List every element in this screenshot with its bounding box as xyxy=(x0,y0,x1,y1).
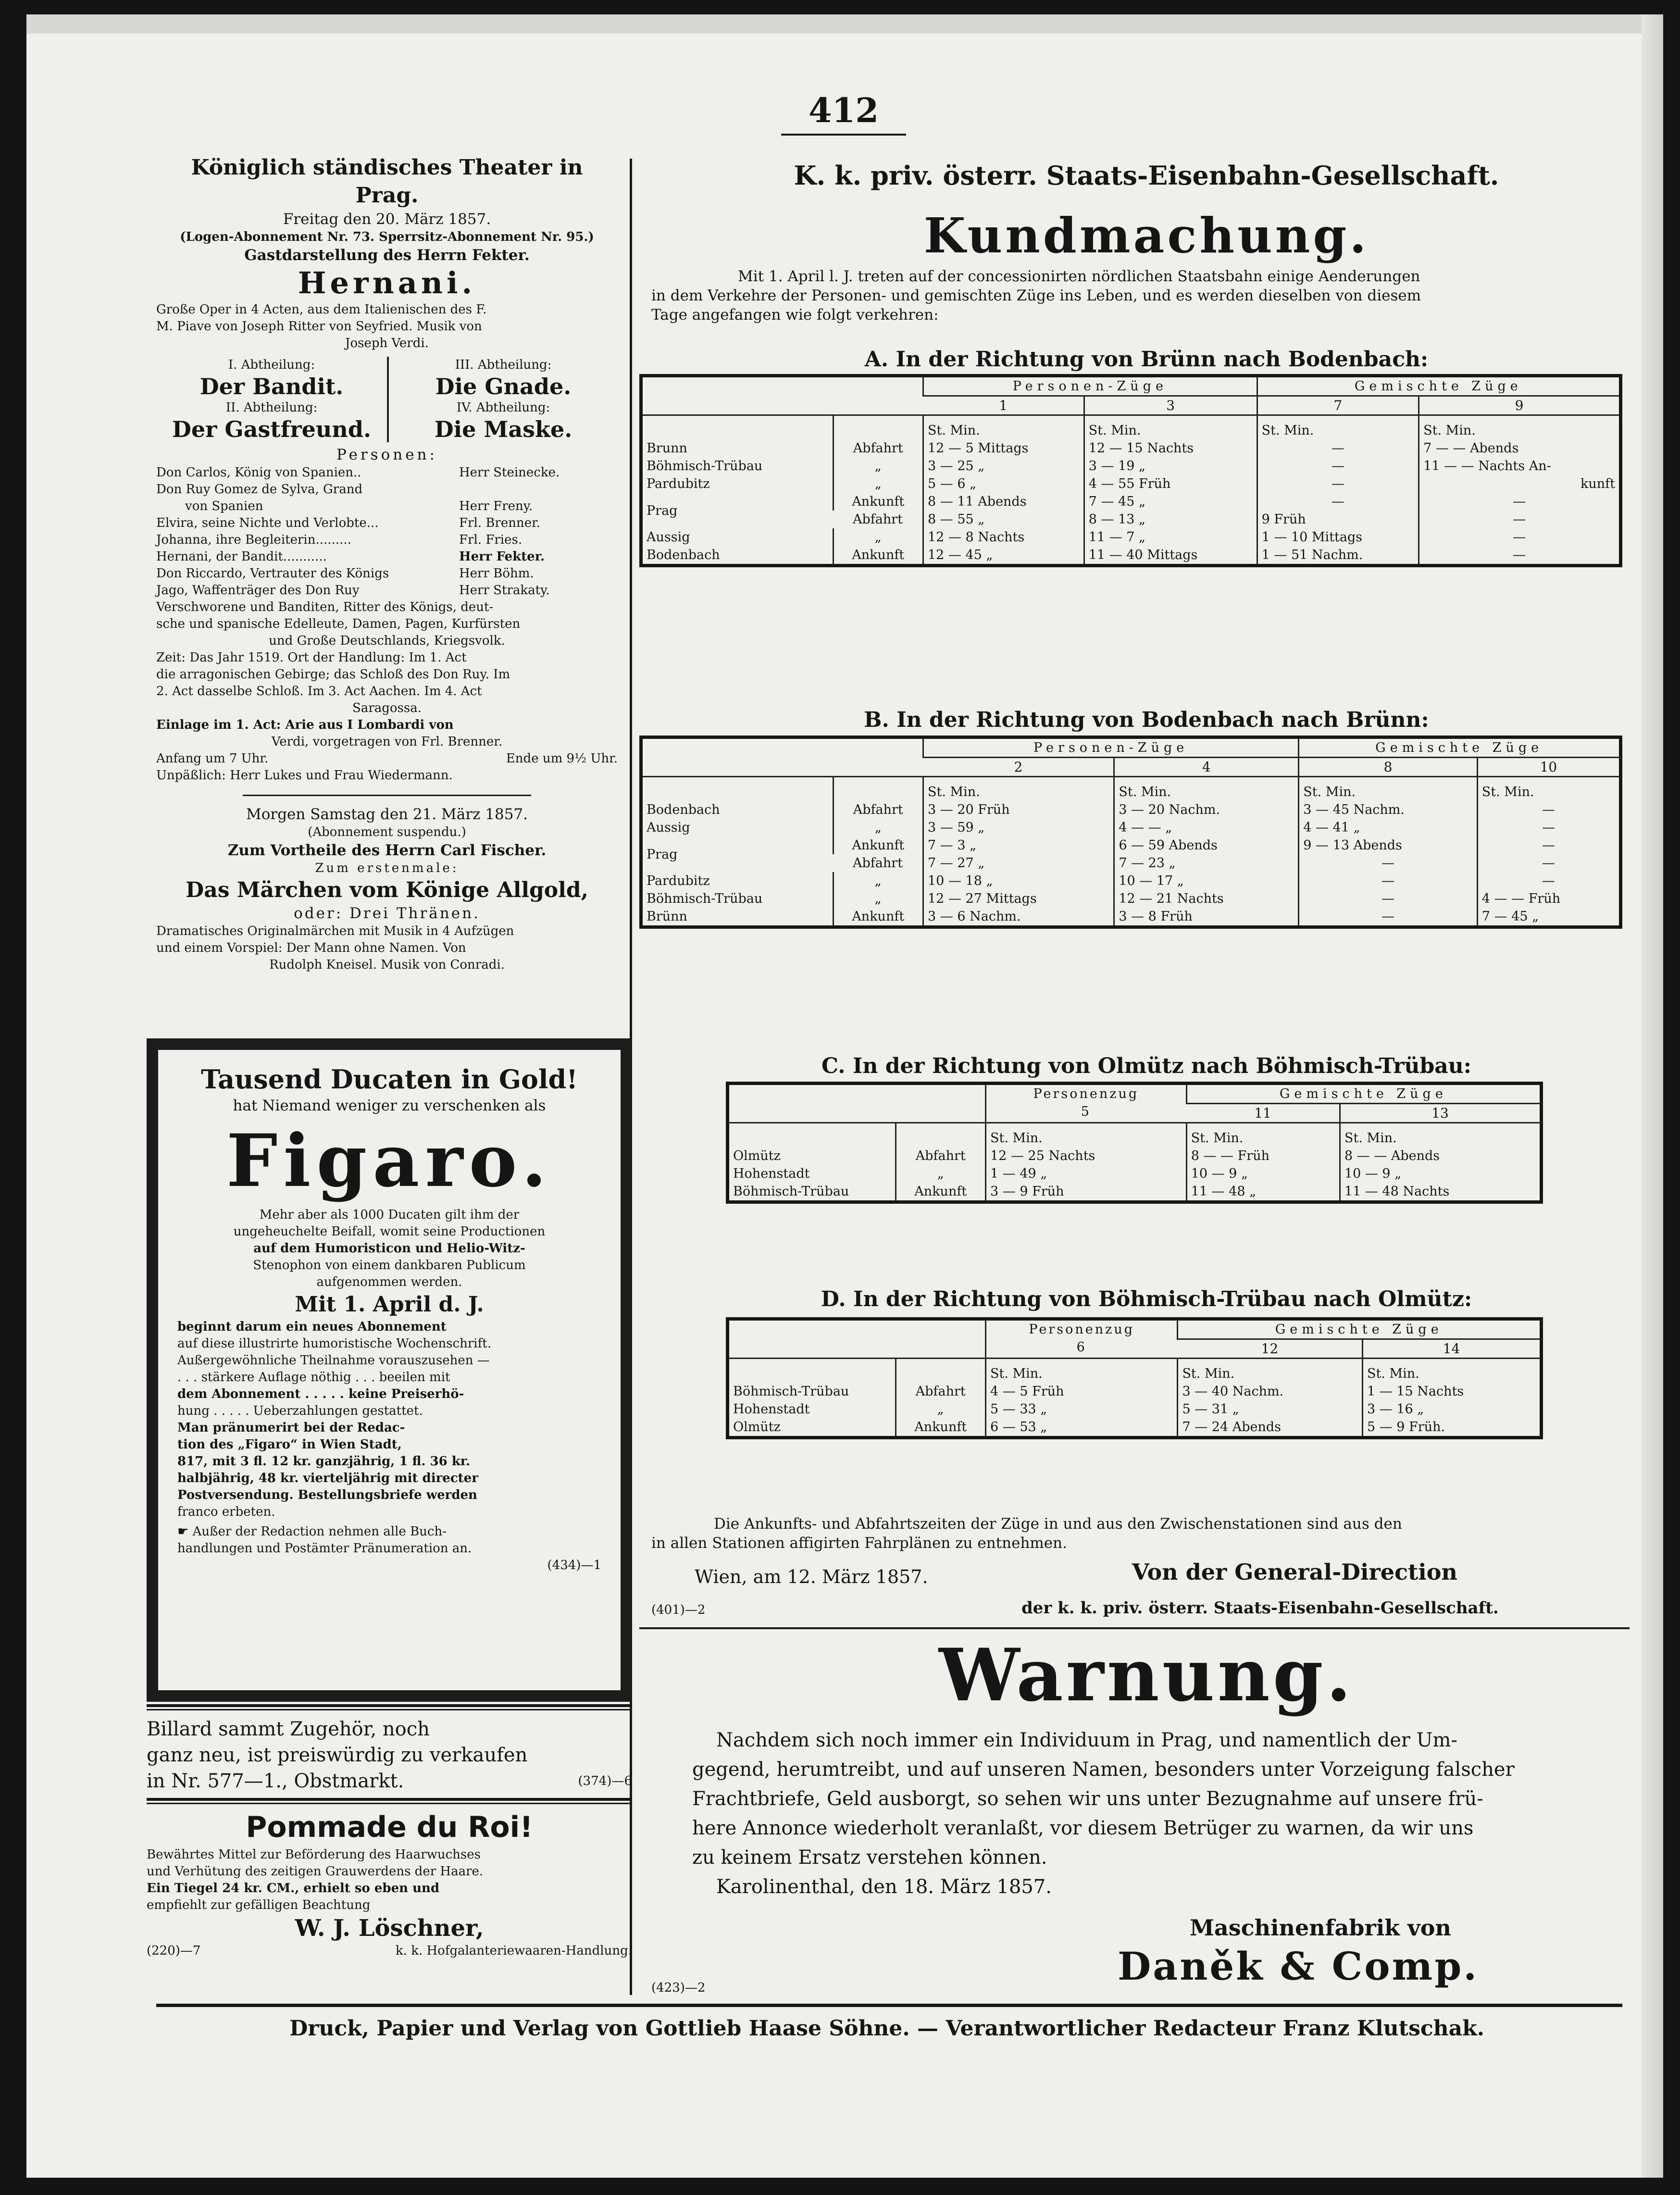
cast-list: Don Carlos, König von Spanien.. Herr Steinecke. Don Ruy Gomez de Sylva, Grand von Spanien Herr Freny. Elvira, seine Nichte und Verlobte... Frl. Brenner. Johanna, ihre Begleiterin......... Frl. Fries. Hernani, der Bandit........... Herr Fekter. Don Riccardo, Vertrauter des Königs Herr Böhm. Jago, Waffenträger des Don Ruy Herr Strakaty. Verschworene und Banditen, Ritter des Königs, deut- sche und spanische Edelleute, Damen, Pagen, Kurfürsten und Große Deutschlands, Kriegsvolk. Zeit: Das Jahr 1519. Ort der Handlung: Im 1. Act die arragonischen Gebirge; das Schloß des Don Ruy. Im 2. Act dasselbe Schloß. Im 3. Act Aachen. Im 4. Act Saragossa. Einlage im 1. Act: Arie aus I Lombardi von Verdi, vorgetragen von Frl. Brenner. Anfang um 7 Uhr. Ende um 9½ Uhr. Unpäßlich: Herr Lukes und Frau Wiedermann. xyxy=(156,465,618,783)
table-b-heading: B. In der Richtung von Bodenbach nach Brünn: xyxy=(864,708,1429,732)
cast-row: Johanna, ihre Begleiterin......... Frl. Fries. xyxy=(156,533,523,547)
persons-header: Personen: xyxy=(336,446,437,463)
railway-intro: Mit 1. April l. J. treten auf der concessionirten nördlichen Staatsbahn einige Aenderungen in dem Verkehre der Personen- und gemischten Züge ins Leben, und es werden dieselben von diesem Tage angefangen wie folgt verkehren: xyxy=(651,268,1421,324)
table-row: Pardubitz „ 5 — 6 „ 4 — 55 Früh — kunft xyxy=(641,475,1621,493)
table-row: Aussig „ 3 — 59 „ 4 — — „ 4 — 41 „ — xyxy=(641,819,1621,836)
table-row: Pardubitz „ 10 — 18 „ 10 — 17 „ — — xyxy=(641,872,1621,890)
railway-signature: Von der General-Direction xyxy=(1132,1559,1457,1585)
table-row: Böhmisch-Trübau Abfahrt 4 — 5 Früh 3 — 40 Nachm. 1 — 15 Nachts xyxy=(728,1383,1542,1400)
table-row: Prag Ankunft 8 — 11 Abends 7 — 45 „ — — xyxy=(641,493,1621,511)
act-name: Die Maske. xyxy=(434,416,572,442)
page-top-margin xyxy=(26,14,1663,34)
table-c: Personenzug 5 Gemischte Züge 11 13 St. Min. St. Min. St. Min. Olmütz Abfahrt 12 — 25 Nachts 8 — — Früh 8 — — Abends Hohenstadt „ 1 — 49 „ 10 — 9 „ 10 — 9 „ Böhmisch-Trübau Ankunft 3 — 9 Früh 11 — 48 „ 11 — 48 Nachts xyxy=(726,1082,1543,1204)
table-row: Brunn Abfahrt 12 — 5 Mittags 12 — 15 Nachts — 7 — — Abends xyxy=(641,439,1621,457)
table-row: Bodenbach Abfahrt 3 — 20 Früh 3 — 20 Nachm. 3 — 45 Nachm. — xyxy=(641,801,1621,819)
figaro-ad-frame xyxy=(147,1038,632,1702)
opera-description: Große Oper in 4 Acten, aus dem Italienischen des F. M. Piave von Joseph Ritter von Seyfried. Musik von Joseph Verdi. xyxy=(156,302,487,350)
theater-subscription: (Logen-Abonnement Nr. 73. Sperrsitz-Abonnement Nr. 95.) xyxy=(180,230,594,244)
cast-row: Hernani, der Bandit........... Herr Fekter. xyxy=(156,549,545,564)
table-row: Aussig „ 12 — 8 Nachts 11 — 7 „ 1 — 10 Mittags — xyxy=(641,528,1621,546)
play-subtitle: oder: Drei Thränen. xyxy=(294,905,480,922)
theater-title: Königlich ständisches Theater in Prag. xyxy=(191,155,583,208)
railway-place-date: Wien, am 12. März 1857. xyxy=(695,1566,928,1587)
pommade-seller: W. J. Löschner, xyxy=(295,1915,484,1942)
table-row: Böhmisch-Trübau Ankunft 3 — 9 Früh 11 — 48 „ 11 — 48 Nachts xyxy=(728,1183,1542,1202)
figaro-body2: beginnt darum ein neues Abonnement auf diese illustrirte humoristische Wochenschrift. Außergewöhnliche Theilnahme vorauszusehen — . . . stärkere Auflage nöthig . . . beeilen mit dem Abonnement . . . . . keine Preiserhö- hung . . . . . Ueberzahlungen gestattet. xyxy=(177,1320,491,1418)
play-title: Das Märchen vom Könige Allgold, xyxy=(186,878,588,902)
warnung-title: Warnung. xyxy=(939,1633,1354,1718)
table-d: Personenzug 6 Gemischte Züge 12 14 St. Min. St. Min. St. Min. Böhmisch-Trübau Abfahrt 4 — 5 Früh 3 — 40 Nachm. 1 — 15 Nachts Hohenstadt „ 5 — 33 „ 5 — 31 „ 3 — 16 „ Olmütz Ankunft 6 — 53 „ 7 — 24 Abends 5 — 9 Früh. xyxy=(726,1317,1543,1439)
act-name: Die Gnade. xyxy=(435,374,572,399)
act-name: Der Gastfreund. xyxy=(172,416,371,442)
theater-date: Freitag den 20. März 1857. xyxy=(283,211,491,228)
railway-signature2: der k. k. priv. österr. Staats-Eisenbahn-Gesellschaft. xyxy=(1021,1598,1499,1618)
acts xyxy=(156,357,618,442)
page-number-rule xyxy=(781,134,906,136)
cast-row: Don Ruy Gomez de Sylva, Grand xyxy=(156,482,363,497)
table-row: Prag Ankunft 7 — 3 „ 6 — 59 Abends 9 — 13 Abends — xyxy=(641,836,1621,854)
pommade-title: Pommade du Roi! xyxy=(246,1810,533,1844)
figaro-ad xyxy=(158,1050,621,1690)
pommade-ad: Pommade du Roi! Bewährtes Mittel zur Beförderung des Haarwuchses und Verhütung des zeitigen Grauwerdens der Haare. Ein Tiegel 24 kr. CM., erhielt so eben und empfiehlt zur gefälligen Beachtung W. J. Löschner, (220)—7 k. k. Hofgalanteriewaaren-Handlung. xyxy=(147,1798,632,1959)
guest-performance: Gastdarstellung des Herrn Fekter. xyxy=(244,247,530,264)
figaro-headline: Tausend Ducaten in Gold! xyxy=(201,1064,578,1095)
table-row: Bodenbach Ankunft 12 — 45 „ 11 — 40 Mittags 1 — 51 Nachm. — xyxy=(641,546,1621,566)
railway-footnote: Die Ankunfts- und Abfahrtszeiten der Züge in und aus den Zwischenstationen sind aus den in allen Stationen affigirten Fahrplänen zu entnehmen. xyxy=(651,1515,1402,1552)
figaro-sub: hat Niemand weniger zu verschenken als xyxy=(233,1097,546,1114)
first-time: Zum erstenmale: xyxy=(315,861,459,875)
play-desc: Dramatisches Originalmärchen mit Musik in 4 Aufzügen und einem Vorspiel: Der Mann ohne Namen. Von Rudolph Kneisel. Musik von Conradi. xyxy=(156,924,514,972)
rule xyxy=(243,795,531,796)
rule xyxy=(147,1704,632,1710)
next-sub: (Abonnement suspendu.) xyxy=(308,825,466,839)
table-row: Olmütz Abfahrt 12 — 25 Nachts 8 — — Früh 8 — — Abends xyxy=(728,1147,1542,1165)
table-row: Böhmisch-Trübau „ 3 — 25 „ 3 — 19 „ — 11 — — Nachts An- xyxy=(641,457,1621,475)
figaro-footer: ☛ Außer der Redaction nehmen alle Buch- handlungen und Postämter Pränumeration an. xyxy=(177,1524,472,1556)
theater-notice xyxy=(156,154,618,973)
figaro-mit: Mit 1. April d. J. xyxy=(295,1292,484,1317)
railway-company: K. k. priv. österr. Staats-Eisenbahn-Gesellschaft. xyxy=(794,160,1499,191)
imprint: Druck, Papier und Verlag von Gottlieb Haase Söhne. — Verantwortlicher Redacteur Franz Klutschak. xyxy=(289,2016,1484,2041)
start-end: Anfang um 7 Uhr. Ende um 9½ Uhr. xyxy=(156,751,618,766)
warnung-ref: (423)—2 xyxy=(651,1981,706,1995)
warnung-firm2: Daněk & Comp. xyxy=(1118,1944,1479,1989)
next-date: Morgen Samstag den 21. März 1857. xyxy=(246,806,528,823)
railway-ref: (401)—2 xyxy=(651,1603,706,1617)
table-row: Brünn Ankunft 3 — 6 Nachm. 3 — 8 Früh — 7 — 45 „ xyxy=(641,908,1621,927)
table-row: Hohenstadt „ 5 — 33 „ 5 — 31 „ 3 — 16 „ xyxy=(728,1400,1542,1418)
table-d-heading: D. In der Richtung von Böhmisch-Trübau nach Olmütz: xyxy=(821,1287,1472,1311)
figaro-ref: (434)—1 xyxy=(547,1558,601,1572)
table-row: Abfahrt 8 — 55 „ 8 — 13 „ 9 Früh — xyxy=(641,511,1621,528)
table-row: Olmütz Ankunft 6 — 53 „ 7 — 24 Abends 5 — 9 Früh. xyxy=(728,1418,1542,1438)
cast-row: Don Riccardo, Vertrauter des Königs Herr Böhm. xyxy=(156,566,534,581)
rule xyxy=(147,1798,632,1804)
act-label: I. Abtheilung: xyxy=(228,358,315,372)
opera-title: Hernani. xyxy=(298,265,476,300)
table-c-heading: C. In der Richtung von Olmütz nach Böhmisch-Trübau: xyxy=(821,1054,1472,1078)
cast-row: Don Carlos, König von Spanien.. Herr Steinecke. xyxy=(156,465,560,480)
act-name: Der Bandit. xyxy=(199,374,344,399)
table-row: Böhmisch-Trübau „ 12 — 27 Mittags 12 — 21 Nachts — 4 — — Früh xyxy=(641,890,1621,908)
newspaper-page xyxy=(26,14,1663,2178)
act-label: IV. Abtheilung: xyxy=(456,400,550,415)
table-row: Abfahrt 7 — 27 „ 7 — 23 „ — — xyxy=(641,854,1621,872)
table-a-heading: A. In der Richtung von Brünn nach Bodenbach: xyxy=(864,347,1429,372)
cast-row: Jago, Waffenträger des Don Ruy Herr Strakaty. xyxy=(156,583,550,598)
page-edge xyxy=(1642,14,1663,2178)
railway-title: Kundmachung. xyxy=(923,207,1369,264)
page-number: 412 xyxy=(808,90,879,130)
act-label: III. Abtheilung: xyxy=(455,358,552,372)
cast-row: von Spanien Herr Freny. xyxy=(185,499,533,513)
imprint-rule xyxy=(156,2004,1622,2007)
table-row: Hohenstadt „ 1 — 49 „ 10 — 9 „ 10 — 9 „ xyxy=(728,1165,1542,1183)
table-a: Personen-Züge Gemischte Züge 1 3 7 9 St. Min. St. Min. St. Min. St. Min. Brunn Abfahrt 12 — 5 Mittags 12 — 15 Nachts — 7 — — Abends Böhmisch-Trübau „ 3 — 25 „ 3 — 19 „ — 11 — — Nachts An- Pardubitz „ 5 — 6 „ 4 — 55 Früh — kunft Prag Ankunft 8 — 11 Abends 7 — 45 „ — — Abfahrt 8 — 55 „ 8 — 13 „ 9 Früh — Aussig „ 12 — 8 Nachts 11 — 7 „ 1 — 10 Mittags — Bodenbach Ankunft 12 — 45 „ 11 — 40 Mittags 1 — 51 Nachm. — xyxy=(639,374,1622,567)
rule xyxy=(639,1627,1630,1629)
figaro-body: Mehr aber als 1000 Ducaten gilt ihm der ungeheuchelte Beifall, womit seine Productionen auf dem Humoristicon und Helio-Witz- Stenophon von einem dankbaren Publicum aufgenommen werden. xyxy=(233,1208,546,1289)
benefit: Zum Vortheile des Herrn Carl Fischer. xyxy=(227,842,547,859)
figaro-title: Figaro. xyxy=(226,1119,553,1203)
cast-row: Elvira, seine Nichte und Verlobte... Frl. Brenner. xyxy=(156,516,540,530)
warnung-firm1: Maschinenfabrik von xyxy=(1190,1915,1451,1941)
billard-ad: Billard sammt Zugehör, noch ganz neu, ist preiswürdig zu verkaufen in Nr. 577—1., Obstmarkt. (374)—6 xyxy=(147,1704,632,1794)
act-label: II. Abtheilung: xyxy=(225,400,318,415)
figaro-price: Man pränumerirt bei der Redac- tion des „Figaro“ in Wien Stadt, 817, mit 3 fl. 12 kr. ganzjährig, 1 fl. 36 kr. halbjährig, 48 kr. vierteljährig mit directer Postversendung. Bestellungsbriefe werden franco erbeten. xyxy=(177,1421,478,1519)
table-b: Personen-Züge Gemischte Züge 2 4 8 10 St. Min. St. Min. St. Min. St. Min. Bodenbach Abfahrt 3 — 20 Früh 3 — 20 Nachm. 3 — 45 Nachm. — Aussig „ 3 — 59 „ 4 — — „ 4 — 41 „ — Prag Ankunft 7 — 3 „ 6 — 59 Abends 9 — 13 Abends — Abfahrt 7 — 27 „ 7 — 23 „ — — Pardubitz „ 10 — 18 „ 10 — 17 „ — — Böhmisch-Trübau „ 12 — 27 Mittags 12 — 21 Nachts — 4 — — Früh Brünn Ankunft 3 — 6 Nachm. 3 — 8 Früh — 7 — 45 „ xyxy=(639,736,1622,929)
warnung-body: Nachdem sich noch immer ein Individuum in Prag, und namentlich der Um- gegend, herumtreibt, und auf unseren Namen, besonders unter Vorzeigung falscher Frachtbriefe, Geld ausborgt, so sehen wir uns unter Bezugnahme auf unsere frü- here Annonce wiederholt veranlaßt, vor diesem Betrüger zu warnen, da wir uns zu keinem Ersatz verstehen können. Karolinenthal, den 18. März 1857. xyxy=(692,1729,1515,1898)
